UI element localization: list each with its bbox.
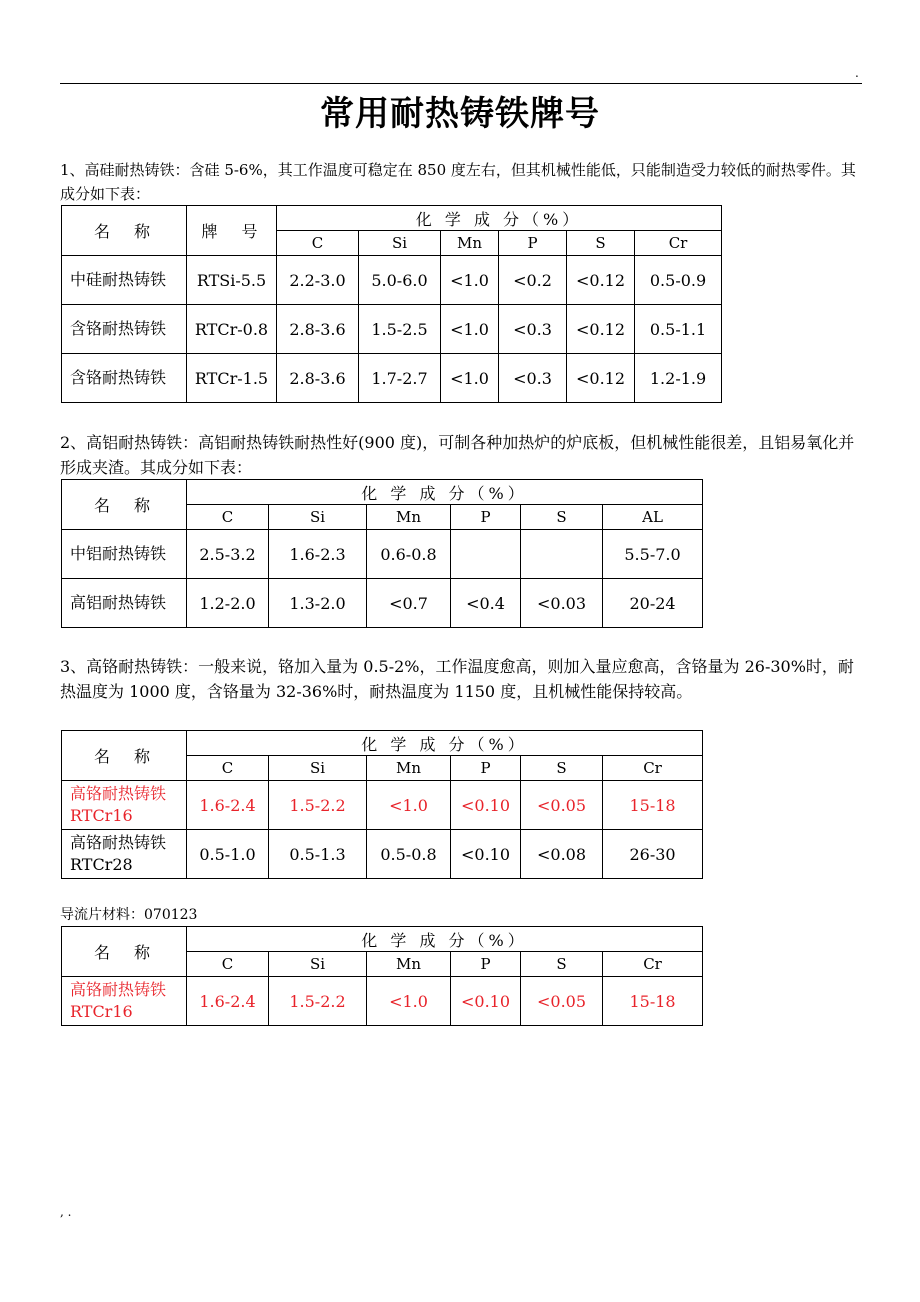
cell: 1.3-2.0 xyxy=(269,579,367,628)
section2-text: 2、高铝耐热铸铁：高铝耐热铸铁耐热性好(900 度)，可制各种加热炉的炉底板，但机械性能很差，且铝易氧化并形成夹渣。其成分如下表： xyxy=(60,433,855,477)
cell: 0.5-1.3 xyxy=(269,830,367,879)
name-header: 名 称 xyxy=(62,927,187,977)
cell: <0.12 xyxy=(567,256,635,305)
cell: 1.6-2.4 xyxy=(187,977,269,1026)
cell: 5.0-6.0 xyxy=(359,256,441,305)
col-header: Si xyxy=(359,231,441,256)
cell: 1.5-2.2 xyxy=(269,781,367,830)
cell: 1.7-2.7 xyxy=(359,354,441,403)
col-header: Mn xyxy=(367,505,451,530)
cell: 1.2-1.9 xyxy=(635,354,722,403)
col-header: S xyxy=(521,756,603,781)
cell: <0.12 xyxy=(567,305,635,354)
cell: <0.05 xyxy=(521,977,603,1026)
cell: <0.10 xyxy=(451,830,521,879)
table-row xyxy=(62,830,703,879)
cell: 1.5-2.5 xyxy=(359,305,441,354)
table-row xyxy=(62,579,703,628)
row-name: 中铝耐热铸铁 xyxy=(62,530,187,579)
composition-header: 化 学 成 分（%） xyxy=(187,927,703,952)
col-header: Mn xyxy=(367,756,451,781)
cell: 2.5-3.2 xyxy=(187,530,269,579)
row-name: 含铬耐热铸铁 xyxy=(62,354,187,403)
cell: <0.7 xyxy=(367,579,451,628)
col-header: Mn xyxy=(441,231,499,256)
table-high-aluminum xyxy=(61,479,703,628)
cell: 15-18 xyxy=(603,977,703,1026)
cell: 5.5-7.0 xyxy=(603,530,703,579)
col-header: Si xyxy=(269,505,367,530)
section1-text: 1、高硅耐热铸铁：含硅 5-6%，其工作温度可稳定在 850 度左右，但其机械性能低，只能制造受力较低的耐热零件。其成分如下表： xyxy=(60,161,856,203)
composition-header: 化 学 成 分（%） xyxy=(187,731,703,756)
col-header: Cr xyxy=(635,231,722,256)
table-high-chromium xyxy=(61,730,703,879)
col-header: C xyxy=(277,231,359,256)
col-header: C xyxy=(187,756,269,781)
cell: 15-18 xyxy=(603,781,703,830)
grade-header: 牌 号 xyxy=(187,206,277,256)
table-row-highlighted xyxy=(62,781,703,830)
cell: <0.3 xyxy=(499,305,567,354)
cell: 1.5-2.2 xyxy=(269,977,367,1026)
cell: <1.0 xyxy=(367,977,451,1026)
page-title: 常用耐热铸铁牌号 xyxy=(320,94,600,134)
table-row xyxy=(62,256,722,305)
col-header: Si xyxy=(269,756,367,781)
cell: 0.6-0.8 xyxy=(367,530,451,579)
row-name: 高铬耐热铸铁 RTCr16 xyxy=(62,977,187,1026)
cell: <0.12 xyxy=(567,354,635,403)
row-name: 中硅耐热铸铁 xyxy=(62,256,187,305)
cell: 2.8-3.6 xyxy=(277,354,359,403)
cell: <0.10 xyxy=(451,781,521,830)
table-row xyxy=(62,305,722,354)
table-row xyxy=(62,354,722,403)
cell: 1.2-2.0 xyxy=(187,579,269,628)
row-name: 含铬耐热铸铁 xyxy=(62,305,187,354)
col-header: P xyxy=(451,756,521,781)
cell: <1.0 xyxy=(441,354,499,403)
cell: 0.5-1.1 xyxy=(635,305,722,354)
col-header: S xyxy=(521,952,603,977)
cell: 0.5-0.8 xyxy=(367,830,451,879)
row-grade: RTCr-1.5 xyxy=(187,354,277,403)
col-header: Cr xyxy=(603,952,703,977)
col-header: C xyxy=(187,952,269,977)
name-header: 名 称 xyxy=(62,731,187,781)
cell: 0.5-1.0 xyxy=(187,830,269,879)
cell: 20-24 xyxy=(603,579,703,628)
header-rule xyxy=(60,83,862,84)
cell: 2.8-3.6 xyxy=(277,305,359,354)
table-row xyxy=(62,530,703,579)
name-header: 名 称 xyxy=(62,206,187,256)
composition-header: 化 学 成 分（%） xyxy=(277,206,722,231)
deflector-material-note: 导流片材料：070123 xyxy=(60,907,198,923)
cell: <0.05 xyxy=(521,781,603,830)
cell: <1.0 xyxy=(441,305,499,354)
row-name: 高铝耐热铸铁 xyxy=(62,579,187,628)
cell: 0.5-0.9 xyxy=(635,256,722,305)
cell: <0.4 xyxy=(451,579,521,628)
cell: <0.03 xyxy=(521,579,603,628)
composition-header: 化 学 成 分（%） xyxy=(187,480,703,505)
section3-text: 3、高铬耐热铸铁：一般来说，铬加入量为 0.5-2%，工作温度愈高，则加入量应愈高，含铬量为 26-30%时，耐热温度为 1000 度，含铬量为 32-36%时，耐热温度为 1150 度，且机械性能保持较高。 xyxy=(60,657,854,701)
col-header: S xyxy=(567,231,635,256)
col-header: S xyxy=(521,505,603,530)
col-header: Si xyxy=(269,952,367,977)
row-name: 高铬耐热铸铁 RTCr16 xyxy=(62,781,187,830)
col-header: Cr xyxy=(603,756,703,781)
col-header: C xyxy=(187,505,269,530)
col-header: P xyxy=(451,952,521,977)
cell xyxy=(451,530,521,579)
col-header: Mn xyxy=(367,952,451,977)
col-header: AL xyxy=(603,505,703,530)
table-high-silicon xyxy=(61,205,722,403)
cell: <0.3 xyxy=(499,354,567,403)
cell: <0.2 xyxy=(499,256,567,305)
cell: 2.2-3.0 xyxy=(277,256,359,305)
cell: 1.6-2.4 xyxy=(187,781,269,830)
table-row-highlighted xyxy=(62,977,703,1026)
cell xyxy=(521,530,603,579)
footer-mark: , . xyxy=(60,1205,72,1219)
cell: <0.10 xyxy=(451,977,521,1026)
col-header: P xyxy=(451,505,521,530)
name-header: 名 称 xyxy=(62,480,187,530)
cell: 26-30 xyxy=(603,830,703,879)
cell: 1.6-2.3 xyxy=(269,530,367,579)
row-grade: RTCr-0.8 xyxy=(187,305,277,354)
row-name: 高铬耐热铸铁 RTCr28 xyxy=(62,830,187,879)
table-deflector xyxy=(61,926,703,1026)
col-header: P xyxy=(499,231,567,256)
cell: <0.08 xyxy=(521,830,603,879)
cell: <1.0 xyxy=(441,256,499,305)
row-grade: RTSi-5.5 xyxy=(187,256,277,305)
cell: <1.0 xyxy=(367,781,451,830)
header-dot: . xyxy=(855,66,859,80)
